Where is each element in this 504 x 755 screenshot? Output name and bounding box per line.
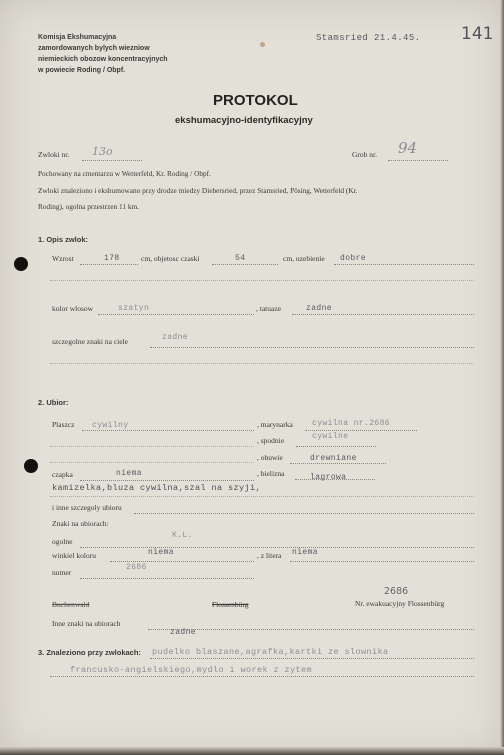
- punch-hole-bottom: [24, 459, 38, 473]
- other-marks-value: zadne: [170, 628, 197, 637]
- number-label: numer: [52, 568, 72, 577]
- camp-buchenwald: Buchenwald: [52, 600, 90, 609]
- page-title: PROTOKOL: [213, 92, 298, 109]
- number-value: 2686: [126, 563, 147, 572]
- skull-value: 54: [235, 254, 246, 263]
- cap-label: czapka: [52, 470, 73, 479]
- shoes-value: drewniane: [310, 454, 357, 463]
- ink-spot: [260, 42, 265, 47]
- trousers-dots: [296, 446, 376, 447]
- evac-number-label: Nr. ewakuacyjny Flossenbürg: [355, 599, 445, 608]
- hair-value: szatyn: [118, 304, 150, 313]
- coat-label: Plaszcz: [52, 420, 75, 429]
- jacket-dots: [305, 430, 417, 431]
- teeth-value: dobre: [340, 254, 367, 263]
- general-marks-dots: [80, 547, 474, 548]
- jacket-label: , marynarka: [257, 420, 293, 429]
- punch-hole-top: [14, 257, 28, 271]
- section-2-heading: 2. Ubior:: [38, 398, 69, 407]
- height-value: 178: [104, 254, 120, 263]
- coat-dots: [82, 430, 254, 431]
- section-1-heading: 1. Opis zwlok:: [38, 235, 89, 244]
- triangle-label: winkiel koloru: [52, 551, 96, 560]
- commission-line-2: zamordowanych bylych wiezniow: [38, 45, 150, 52]
- section-3-heading: 3. Znaleziono przy zwlokach:: [38, 648, 141, 657]
- underwear-label: , bielizna: [257, 469, 285, 478]
- shoes-dots: [290, 463, 386, 464]
- blank-line: [50, 462, 254, 463]
- found-items-line-2: francusko-angielskiego,mydlo i worek z zytem: [70, 665, 313, 675]
- paper-edge-bottom: [0, 747, 504, 755]
- grave-number: 94: [398, 139, 418, 157]
- teeth-dots: [334, 264, 474, 265]
- page-subtitle: ekshumacyjno-identyfikacyjny: [175, 115, 313, 126]
- grave-label: Grob nr.: [352, 150, 377, 159]
- coat-value: cywilny: [92, 421, 129, 430]
- cap-value: niema: [116, 469, 143, 478]
- letter-dots: [290, 561, 474, 562]
- blank-line: [50, 363, 474, 364]
- other-marks-label: Inne znaki na ubiorach: [52, 619, 121, 628]
- jacket-value: cywilna nr.2686: [312, 419, 391, 428]
- found-items-line-1: pudelko blaszane,agrafka,kartki ze slownika: [152, 647, 389, 657]
- other-clothing-label: i inne szczegoly ubioru: [52, 503, 122, 512]
- underwear-value: lagrowa: [310, 473, 347, 482]
- trousers-label: , spodnie: [257, 436, 285, 445]
- buried-text: Pochowany na cmentarzu w Wetterfeld, Kr. Roding / Obpf.: [38, 169, 211, 178]
- other-clothing-dots: [134, 513, 474, 514]
- place-date: Stamsried 21.4.45.: [316, 33, 421, 43]
- cap-dots: [80, 480, 254, 481]
- tattoo-label: , tatuaze: [256, 304, 281, 313]
- remains-label: Zwloki nr.: [38, 150, 70, 159]
- skull-unit: cm, uzebienie: [283, 254, 325, 263]
- commission-line-4: w powiecie Roding / Obpf.: [38, 67, 126, 74]
- found-items-dots-2: [50, 676, 474, 677]
- page-number: 141: [461, 24, 494, 44]
- other-marks-dots: [148, 629, 474, 630]
- body-marks-label: szczegolne znaki na ciele: [52, 337, 128, 346]
- found-location-line-2: Roding), ogolna przestrzen 11 km.: [38, 202, 140, 211]
- shoes-label: , obuwie: [257, 453, 283, 462]
- letter-label: , z litera: [257, 551, 282, 560]
- other-clothing-value: kamizelka,bluza cywilna,szal na szyji,: [52, 483, 262, 493]
- blank-line: [50, 446, 254, 447]
- body-marks-dots: [150, 347, 474, 348]
- trousers-value: cywilne: [312, 432, 349, 441]
- commission-block: [38, 32, 168, 76]
- commission-line-3: niemieckich obozow koncentracyjnych: [38, 56, 168, 63]
- evac-number-value: 2686: [384, 586, 409, 597]
- blank-line: [50, 280, 474, 281]
- tattoo-dots: [292, 314, 474, 315]
- number-dots: [80, 578, 254, 579]
- paper-edge-right: [500, 0, 504, 755]
- hair-label: kolor wlosow: [52, 304, 94, 313]
- grave-dots: [388, 160, 448, 161]
- hair-dots: [98, 314, 254, 315]
- blank-line: [50, 496, 474, 497]
- commission-line-1: Komisja Ekshumacyjna: [38, 34, 117, 41]
- remains-dots: [82, 160, 142, 161]
- triangle-value: niema: [148, 548, 175, 557]
- letter-value: niema: [292, 548, 319, 557]
- found-items-dots: [150, 658, 474, 659]
- height-dots: [80, 264, 138, 265]
- found-location-line-1: Zwloki znaleziono i ekshumowano przy drodze miedzy Diebersried, przez Stamsried, Pösing, Wetterfeld (Kr.: [38, 186, 358, 195]
- clothing-marks-heading: Znaki na ubiorach:: [52, 519, 109, 528]
- height-unit: cm, objetosc czaski: [141, 254, 200, 263]
- general-marks-value: K.L.: [172, 531, 193, 540]
- height-label: Wzrost: [52, 254, 74, 263]
- camp-flossenburg: Flossenbürg: [212, 600, 249, 609]
- skull-dots: [212, 264, 278, 265]
- tattoo-value: zadne: [306, 304, 333, 313]
- body-marks-value: zadne: [162, 333, 189, 342]
- triangle-dots: [110, 561, 254, 562]
- general-marks-label: ogolne: [52, 537, 73, 546]
- remains-number: 13o: [92, 145, 113, 158]
